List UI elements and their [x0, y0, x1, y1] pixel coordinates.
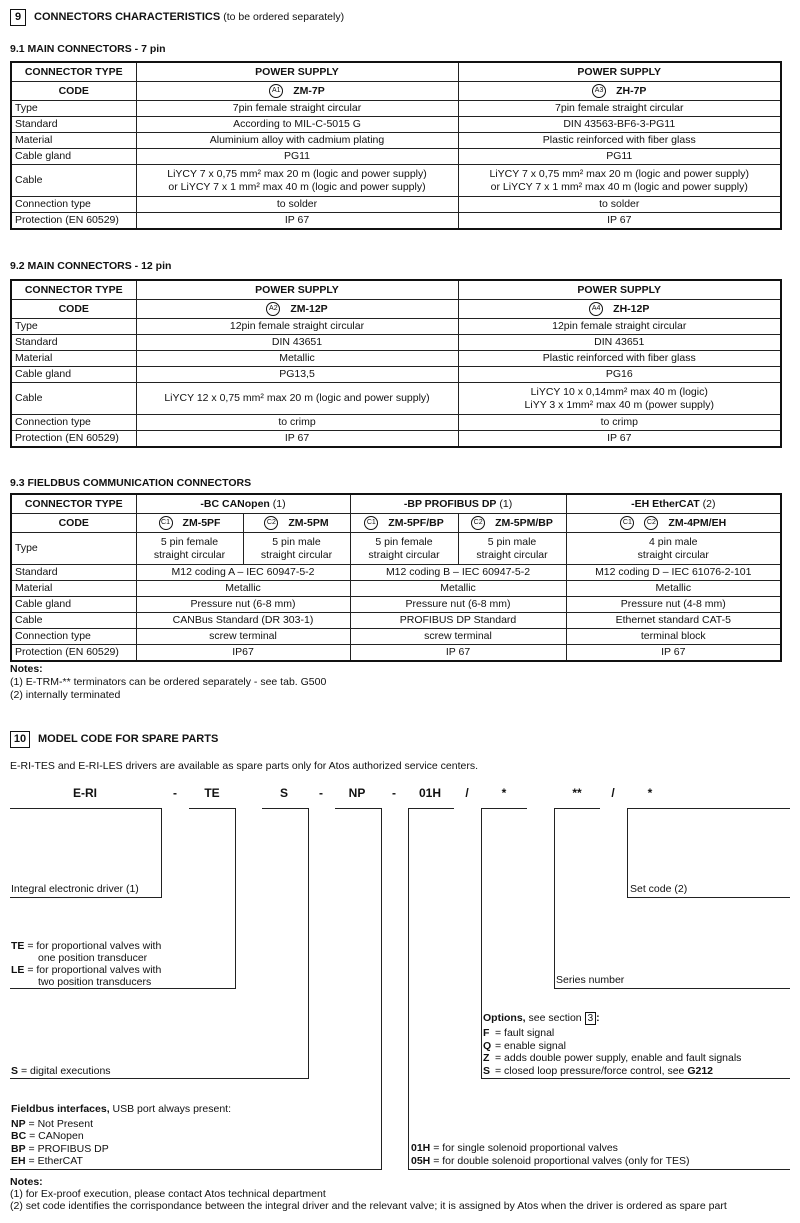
- table-cell: M12 coding D – IEC 61076-2-101: [566, 565, 781, 581]
- table-cell: Plastic reinforced with fiber glass: [458, 133, 781, 149]
- table-cell: IP 67: [136, 431, 458, 448]
- table-cell: [136, 280, 458, 300]
- code-part: -: [319, 786, 323, 800]
- table-row: [11, 645, 781, 662]
- driver-label: Integral electronic driver (1): [11, 883, 139, 895]
- cell-text: CONNECTOR TYPE: [24, 283, 123, 296]
- table-row: [11, 213, 781, 230]
- table-cell: [566, 494, 781, 514]
- bracket-line: [554, 808, 555, 989]
- row-label: Protection (EN 60529): [11, 213, 136, 230]
- bracket-line: [627, 808, 790, 809]
- cell-text: POWER SUPPLY: [255, 65, 339, 78]
- table-cell: to crimp: [458, 415, 781, 431]
- table-cell: IP 67: [458, 431, 781, 448]
- cell-note: (1): [269, 497, 286, 510]
- table-cell: Aluminium alloy with cadmium plating: [136, 133, 458, 149]
- table-cell: 7pin female straight circular: [136, 101, 458, 117]
- table-cell: PROFIBUS DP Standard: [350, 613, 566, 629]
- main-connectors-12pin-table: [10, 279, 782, 448]
- table3-heading: 9.3 FIELDBUS COMMUNICATION CONNECTORS: [10, 477, 252, 489]
- table-cell: [458, 300, 781, 319]
- row-label: Cable gland: [11, 149, 136, 165]
- cell-text: -BP PROFIBUS DP: [403, 497, 497, 510]
- table-header-row: [11, 300, 781, 319]
- cell-text: ZM-7P: [293, 84, 325, 97]
- table-cell: screw terminal: [136, 629, 350, 645]
- table-row: [11, 383, 781, 415]
- table-header-row: [11, 494, 781, 514]
- section-10-title: 10 MODEL CODE FOR SPARE PARTS: [10, 731, 218, 748]
- cell-text: ZM-5PF: [182, 516, 221, 529]
- table-cell: [136, 62, 458, 82]
- row-label: [11, 494, 136, 514]
- table-row: [11, 613, 781, 629]
- cell-text: -BC CANopen: [200, 497, 270, 510]
- table-row: [11, 533, 781, 565]
- row-label: Material: [11, 133, 136, 149]
- row-label: [11, 300, 136, 319]
- row-label: Type: [11, 101, 136, 117]
- bracket-line: [189, 808, 235, 809]
- table-cell: [136, 514, 243, 533]
- code-badge-icon: A2: [266, 302, 280, 316]
- table-cell: to solder: [136, 197, 458, 213]
- main-connectors-7pin-table: [10, 61, 782, 230]
- table-cell: Pressure nut (4-8 mm): [566, 597, 781, 613]
- code-badge-icon: C2: [471, 516, 485, 530]
- table-row: [11, 565, 781, 581]
- code-part: -: [392, 786, 396, 800]
- row-label: Connection type: [11, 415, 136, 431]
- cell-text: -EH EtherCAT: [631, 497, 700, 510]
- code-part: NP: [348, 786, 366, 800]
- table-cell: to solder: [458, 197, 781, 213]
- table-cell: Pressure nut (6-8 mm): [136, 597, 350, 613]
- table-cell: [243, 514, 350, 533]
- table-cell: IP 67: [458, 213, 781, 230]
- table-header-row: [11, 62, 781, 82]
- bracket-line: [335, 808, 381, 809]
- cell-text: CODE: [58, 516, 89, 529]
- code-part: 01H: [418, 786, 442, 800]
- table-cell: to crimp: [136, 415, 458, 431]
- table-cell: PG13,5: [136, 367, 458, 383]
- bracket-line: [10, 897, 162, 898]
- table-cell: DIN 43563-BF6-3-PG11: [458, 117, 781, 133]
- valve-description: 01H = for single solenoid proportional valves 05H = for double solenoid proportional valves (only for TES): [411, 1142, 690, 1167]
- row-label: [11, 280, 136, 300]
- table-cell: 5 pin female straight circular: [136, 533, 243, 565]
- section-3-link[interactable]: 3: [585, 1012, 597, 1025]
- bracket-line: [408, 808, 454, 809]
- bracket-line: [481, 808, 527, 809]
- code-part: **: [572, 786, 582, 800]
- row-label: Cable: [11, 613, 136, 629]
- code-part: *: [501, 786, 507, 800]
- cell-text: CODE: [58, 302, 89, 315]
- table-cell: LiYCY 12 x 0,75 mm² max 20 m (logic and power supply): [136, 383, 458, 415]
- code-badge-icon: A3: [592, 84, 606, 98]
- table-row: [11, 335, 781, 351]
- table-cell: Metallic: [136, 351, 458, 367]
- bracket-line: [554, 808, 600, 809]
- code-part: S: [279, 786, 289, 800]
- table-cell: [136, 82, 458, 101]
- table-row: [11, 351, 781, 367]
- code-part: /: [611, 786, 615, 800]
- bracket-line: [627, 897, 790, 898]
- table-cell: PG11: [458, 149, 781, 165]
- bracket-line: [627, 808, 628, 898]
- table-cell: [136, 494, 350, 514]
- bracket-line: [408, 808, 409, 1170]
- table-cell: [458, 62, 781, 82]
- cell-text: ZH-12P: [613, 302, 650, 315]
- cell-note: (2): [699, 497, 716, 510]
- cell-text: CONNECTOR TYPE: [24, 497, 123, 510]
- code-part: TE: [204, 786, 220, 800]
- row-label: Material: [11, 581, 136, 597]
- table-cell: Ethernet standard CAT-5: [566, 613, 781, 629]
- table-cell: 12pin female straight circular: [136, 319, 458, 335]
- bracket-line: [161, 808, 162, 898]
- row-label: Connection type: [11, 197, 136, 213]
- row-label: Protection (EN 60529): [11, 645, 136, 662]
- bracket-line: [10, 808, 161, 809]
- section-number: 10: [10, 731, 30, 748]
- table-header-row: [11, 514, 781, 533]
- row-label: Cable gland: [11, 367, 136, 383]
- bracket-line: [381, 808, 382, 1170]
- set-code-label: Set code (2): [630, 883, 688, 895]
- table-cell: Pressure nut (6-8 mm): [350, 597, 566, 613]
- bracket-line: [408, 1169, 790, 1170]
- table-cell: 7pin female straight circular: [458, 101, 781, 117]
- table-cell: Metallic: [350, 581, 566, 597]
- row-label: Material: [11, 351, 136, 367]
- table-row: [11, 415, 781, 431]
- code-part: E-RI: [73, 786, 97, 800]
- table-row: [11, 117, 781, 133]
- cell-text: ZH-7P: [616, 84, 647, 97]
- row-label: Standard: [11, 565, 136, 581]
- cell-text: POWER SUPPLY: [255, 283, 339, 296]
- table-cell: LiYCY 7 x 0,75 mm² max 20 m (logic and power supply) or LiYCY 7 x 1 mm² max 40 m (logic and power supply): [458, 165, 781, 197]
- bracket-line: [235, 808, 236, 989]
- te-le-description: TE = for proportional valves with one position transducer LE = for proportional valves with two position transducers: [11, 940, 162, 988]
- table-cell: According to MIL-C-5015 G: [136, 117, 458, 133]
- bracket-line: [554, 988, 790, 989]
- bracket-line: [10, 988, 236, 989]
- cell-text: CODE: [58, 84, 89, 97]
- cell-text: ZM-4PM/EH: [668, 516, 727, 529]
- row-label: Cable: [11, 383, 136, 415]
- cell-text: CONNECTOR TYPE: [24, 65, 123, 78]
- table-cell: M12 coding A – IEC 60947-5-2: [136, 565, 350, 581]
- table-row: [11, 101, 781, 117]
- table-cell: 4 pin male straight circular: [566, 533, 781, 565]
- code-badge-icon: C1: [159, 516, 173, 530]
- code-badge-icon: C2: [264, 516, 278, 530]
- code-part: *: [647, 786, 653, 800]
- bracket-line: [10, 1169, 382, 1170]
- cell-note: (1): [496, 497, 513, 510]
- code-badge-icon: A1: [269, 84, 283, 98]
- table-row: [11, 197, 781, 213]
- table-cell: IP67: [136, 645, 350, 662]
- table-row: [11, 629, 781, 645]
- table-cell: IP 67: [350, 645, 566, 662]
- table-row: [11, 581, 781, 597]
- table-row: [11, 133, 781, 149]
- cell-text: ZM-5PM/BP: [495, 516, 553, 529]
- notes-10: Notes: (1) for Ex-proof execution, please contact Atos technical department (2) set code identifies the corrispondance between the integral driver and the relevant valve; it is assigned by Atos when the driver is ordered as spare part: [10, 1176, 727, 1212]
- table-cell: Metallic: [136, 581, 350, 597]
- code-part: /: [465, 786, 469, 800]
- bracket-line: [481, 808, 482, 1079]
- bracket-line: [308, 808, 309, 1079]
- table1-heading: 9.1 MAIN CONNECTORS - 7 pin: [10, 43, 166, 55]
- cell-text: ZM-12P: [290, 302, 328, 315]
- table-cell: [566, 514, 781, 533]
- notes-9-3: Notes: (1) E-TRM-** terminators can be ordered separately - see tab. G500 (2) internally terminated: [10, 663, 327, 701]
- section-9-title: 9 CONNECTORS CHARACTERISTICS (to be ordered separately): [10, 9, 344, 26]
- table-cell: PG11: [136, 149, 458, 165]
- code-part: -: [173, 786, 177, 800]
- table-row: [11, 367, 781, 383]
- table-row: [11, 149, 781, 165]
- table-cell: [136, 300, 458, 319]
- row-label: Standard: [11, 335, 136, 351]
- row-label: Cable gland: [11, 597, 136, 613]
- code-badge-icon: C1: [364, 516, 378, 530]
- cell-text: ZM-5PF/BP: [388, 516, 444, 529]
- section-number: 9: [10, 9, 26, 26]
- table-row: [11, 431, 781, 448]
- table-cell: 5 pin male straight circular: [458, 533, 566, 565]
- table-cell: [458, 82, 781, 101]
- row-label: [11, 514, 136, 533]
- row-label: Cable: [11, 165, 136, 197]
- table-cell: PG16: [458, 367, 781, 383]
- fieldbus-description: Fieldbus interfaces, USB port always present: NP = Not Present BC = CANopen BP = PROFIBUS DP EH = EtherCAT: [11, 1103, 232, 1167]
- code-badge-icon: C2: [644, 516, 658, 530]
- table-cell: IP 67: [136, 213, 458, 230]
- table-cell: 5 pin male straight circular: [243, 533, 350, 565]
- section-10-intro: E-RI-TES and E-RI-LES drivers are available as spare parts only for Atos authorized service centers.: [10, 760, 479, 772]
- table-cell: Metallic: [566, 581, 781, 597]
- table-cell: LiYCY 7 x 0,75 mm² max 20 m (logic and power supply) or LiYCY 7 x 1 mm² max 40 m (logic and power supply): [136, 165, 458, 197]
- table-cell: 12pin female straight circular: [458, 319, 781, 335]
- row-label: Type: [11, 319, 136, 335]
- bracket-line: [262, 808, 308, 809]
- row-label: Type: [11, 533, 136, 565]
- row-label: [11, 82, 136, 101]
- table-cell: DIN 43651: [458, 335, 781, 351]
- table2-heading: 9.2 MAIN CONNECTORS - 12 pin: [10, 260, 172, 272]
- table-cell: [458, 514, 566, 533]
- table-row: [11, 597, 781, 613]
- table-header-row: [11, 280, 781, 300]
- table-header-row: [11, 82, 781, 101]
- table-cell: IP 67: [566, 645, 781, 662]
- cell-text: POWER SUPPLY: [577, 65, 662, 78]
- options-description: Options, see section 3 : F = fault signal Q = enable signal Z = adds double power supply, enable and fault signals S = closed loop pressure/force control, see G212: [483, 1012, 742, 1077]
- row-label: Protection (EN 60529): [11, 431, 136, 448]
- cell-text: ZM-5PM: [288, 516, 329, 529]
- bracket-line: [10, 1078, 309, 1079]
- code-badge-icon: C1: [620, 516, 634, 530]
- table-cell: 5 pin female straight circular: [350, 533, 458, 565]
- series-number-label: Series number: [556, 974, 625, 986]
- table-cell: screw terminal: [350, 629, 566, 645]
- row-label: [11, 62, 136, 82]
- table-row: [11, 165, 781, 197]
- table-cell: M12 coding B – IEC 60947-5-2: [350, 565, 566, 581]
- table-cell: [350, 514, 458, 533]
- row-label: Connection type: [11, 629, 136, 645]
- cell-text: POWER SUPPLY: [577, 283, 662, 296]
- table-cell: Plastic reinforced with fiber glass: [458, 351, 781, 367]
- bracket-line: [481, 1078, 790, 1079]
- table-cell: [350, 494, 566, 514]
- table-cell: terminal block: [566, 629, 781, 645]
- fieldbus-connectors-table: [10, 493, 782, 662]
- table-cell: CANBus Standard (DR 303-1): [136, 613, 350, 629]
- row-label: Standard: [11, 117, 136, 133]
- table-cell: [458, 280, 781, 300]
- table-cell: LiYCY 10 x 0,14mm² max 40 m (logic) LiYY 3 x 1mm² max 40 m (power supply): [458, 383, 781, 415]
- code-badge-icon: A4: [589, 302, 603, 316]
- table-cell: DIN 43651: [136, 335, 458, 351]
- s-description: S = digital executions: [11, 1065, 111, 1077]
- table-row: [11, 319, 781, 335]
